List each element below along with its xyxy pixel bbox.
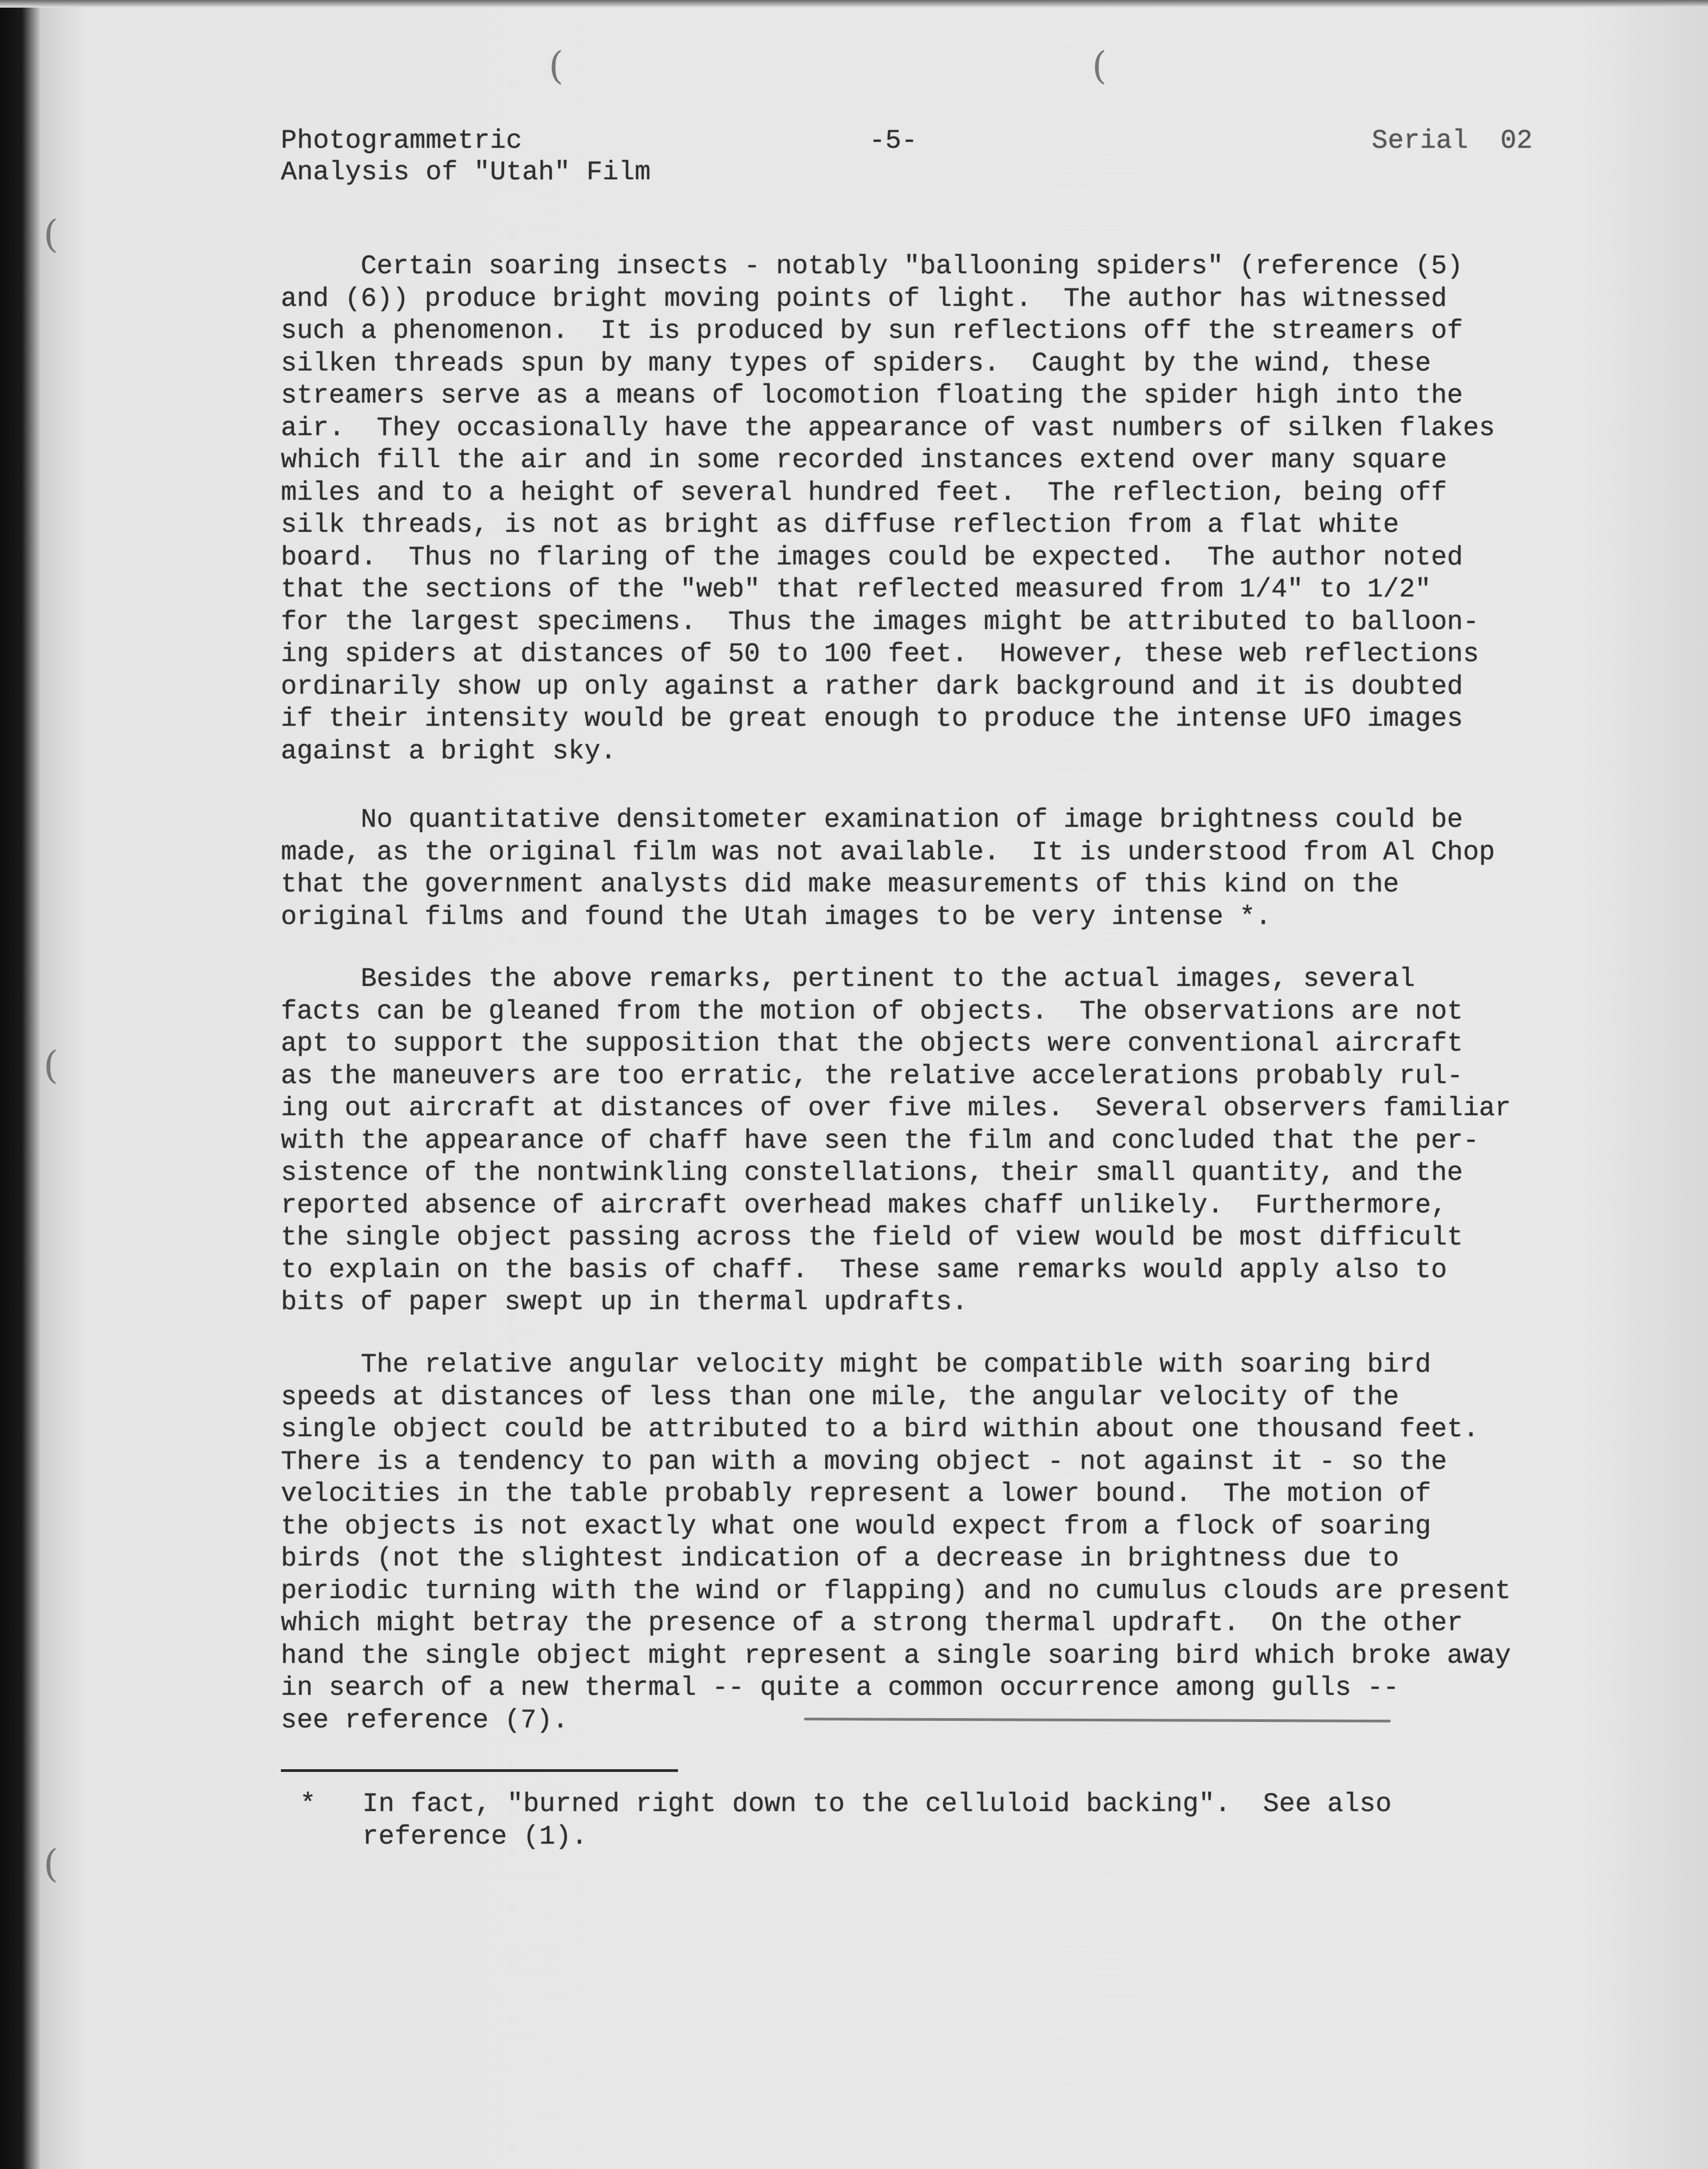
serial-number: Serial 02	[1372, 125, 1533, 156]
text-line: facts can be gleaned from the motion of objects. The observations are not	[281, 996, 1463, 1027]
footnote-line: reference (1).	[362, 1821, 588, 1852]
text-line: which fill the air and in some recorded instances extend over many square	[281, 445, 1447, 475]
text-line: silken threads spun by many types of spiders. Caught by the wind, these	[281, 348, 1431, 379]
footnote-rule	[281, 1769, 678, 1772]
text-line: Certain soaring insects - notably "ballooning spiders" (reference (5)	[361, 251, 1463, 281]
header-title-line1: Photogrammetric	[281, 125, 523, 156]
punch-mark: (	[43, 212, 59, 256]
text-line: that the sections of the "web" that reflected measured from 1/4" to 1/2"	[281, 574, 1431, 605]
text-line: such a phenomenon. It is produced by sun reflections off the streamers of	[281, 316, 1463, 346]
text-line: and (6)) produce bright moving points of light. The author has witnessed	[281, 283, 1447, 314]
text-line: see reference (7).	[281, 1705, 569, 1736]
text-line: for the largest specimens. Thus the images might be attributed to balloon-	[281, 606, 1479, 637]
text-line: There is a tendency to pan with a moving object - not against it - so the	[281, 1446, 1447, 1477]
text-line: to explain on the basis of chaff. These same remarks would apply also to	[281, 1254, 1447, 1285]
text-line: velocities in the table probably represent a lower bound. The motion of	[281, 1479, 1431, 1509]
scan-edge	[0, 0, 1708, 8]
punch-mark: (	[43, 1043, 59, 1087]
text-line: air. They occasionally have the appearance of vast numbers of silken flakes	[281, 412, 1495, 443]
text-line: that the government analysts did make measurements of this kind on the	[281, 869, 1399, 900]
text-line: hand the single object might represent a single soaring bird which broke away	[281, 1640, 1511, 1671]
footnote-line: In fact, "burned right down to the celluloid backing". See also	[362, 1789, 1392, 1819]
paragraph-motion-of-objects	[281, 963, 1511, 1319]
text-line: the single object passing across the field of view would be most difficult	[281, 1222, 1463, 1253]
punch-mark: (	[43, 1841, 59, 1886]
text-line: if their intensity would be great enough to produce the intense UFO images	[281, 703, 1463, 734]
text-line: with the appearance of chaff have seen the film and concluded that the per-	[281, 1125, 1479, 1156]
paragraph-soaring-birds	[281, 1349, 1511, 1737]
text-line: reported absence of aircraft overhead makes chaff unlikely. Furthermore,	[281, 1190, 1447, 1221]
punch-mark: (	[1092, 43, 1107, 88]
text-line: periodic turning with the wind or flapping) and no cumulus clouds are present	[281, 1575, 1511, 1606]
text-line: in search of a new thermal -- quite a common occurrence among gulls --	[281, 1673, 1399, 1703]
text-line: Besides the above remarks, pertinent to the actual images, several	[361, 964, 1415, 994]
text-line: The relative angular velocity might be compatible with soaring bird	[361, 1349, 1431, 1380]
text-line: ing out aircraft at distances of over five miles. Several observers familiar	[281, 1093, 1511, 1123]
page-number: -5-	[869, 125, 918, 156]
text-line: original films and found the Utah images to be very intense *.	[281, 901, 1272, 932]
text-line: bits of paper swept up in thermal updrafts.	[281, 1287, 968, 1317]
text-line: miles and to a height of several hundred feet. The reflection, being off	[281, 477, 1447, 508]
paragraph-densitometer	[281, 804, 1495, 933]
punch-mark: (	[549, 43, 564, 88]
text-line: streamers serve as a means of locomotion floating the spider high into the	[281, 380, 1463, 411]
text-line: birds (not the slightest indication of a decrease in brightness due to	[281, 1543, 1399, 1574]
text-line: sistence of the nontwinkling constellations, their small quantity, and the	[281, 1158, 1463, 1188]
text-line: silk threads, is not as bright as diffuse reflection from a flat white	[281, 510, 1399, 540]
text-line: made, as the original film was not available. It is understood from Al Chop	[281, 837, 1495, 867]
paragraph-ballooning-spiders	[281, 250, 1495, 768]
text-line: No quantitative densitometer examination of image brightness could be	[361, 804, 1463, 835]
text-line: ing spiders at distances of 50 to 100 feet. However, these web reflections	[281, 639, 1479, 669]
text-line: speeds at distances of less than one mile, the angular velocity of the	[281, 1381, 1399, 1412]
text-line: as the maneuvers are too erratic, the relative accelerations probably rul-	[281, 1060, 1463, 1091]
text-line: single object could be attributed to a bird within about one thousand feet.	[281, 1414, 1479, 1444]
text-line: board. Thus no flaring of the images could be expected. The author noted	[281, 542, 1463, 573]
text-line: ordinarily show up only against a rather dark background and it is doubted	[281, 671, 1463, 702]
text-line: against a bright sky.	[281, 735, 617, 766]
text-line: the objects is not exactly what one would expect from a flock of soaring	[281, 1511, 1431, 1542]
footnote-marker: *	[300, 1789, 316, 1819]
header-title-line2: Analysis of "Utah" Film	[281, 157, 651, 187]
text-line: which might betray the presence of a strong thermal updraft. On the other	[281, 1608, 1463, 1638]
text-line: apt to support the supposition that the objects were conventional aircraft	[281, 1028, 1463, 1059]
